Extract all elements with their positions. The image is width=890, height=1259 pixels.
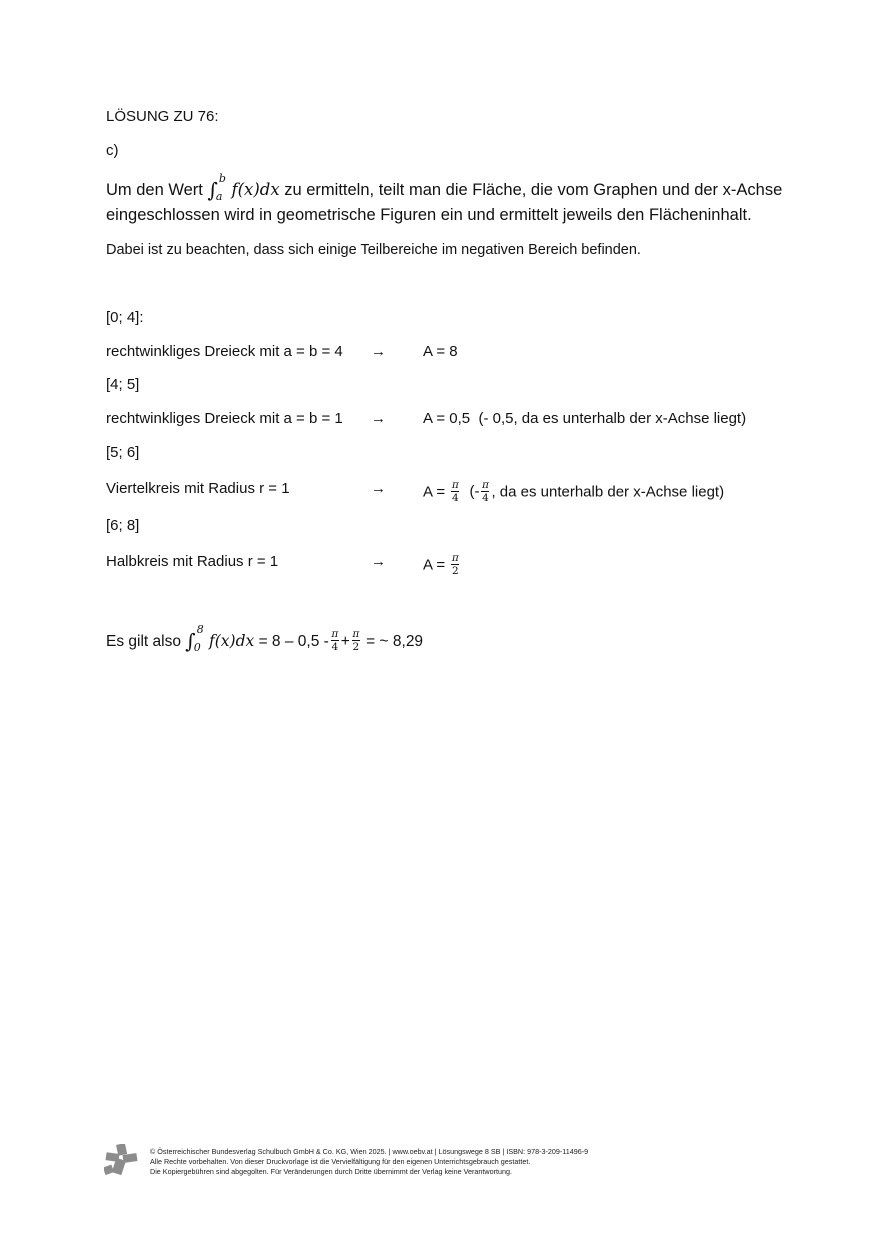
interval-label: [0; 4]: <box>106 309 144 326</box>
footer-copyright: © Österreichischer Bundesverlag Schulbuch GmbH & Co. KG, Wien 2025. | www.oebv.at | Lösungswege 8 SB | ISBN: 978-3-209-11496-9 <box>150 1147 589 1156</box>
integral-limits <box>193 622 205 654</box>
figure-description: rechtwinkliges Dreieck mit a = b = 1 <box>106 410 343 427</box>
area-prefix: A = <box>423 483 446 501</box>
arrow-icon: → <box>371 410 386 427</box>
conclusion-line <box>106 622 424 654</box>
integral-sign: ∫ <box>207 178 218 202</box>
fraction <box>331 628 339 653</box>
integral-sign: ∫ <box>185 629 196 653</box>
solution-heading: LÖSUNG ZU 76: <box>106 108 219 125</box>
area-prefix: A = <box>423 556 446 574</box>
intro-line-2: eingeschlossen wird in geometrische Figuren ein und ermittelt jeweils den Flächeninhalt. <box>106 206 752 224</box>
conclusion-pre: Es gilt also <box>106 633 181 650</box>
part-label: c) <box>106 142 119 159</box>
intro-line-1 <box>106 171 783 203</box>
fraction <box>451 552 459 577</box>
note-text: Dabei ist zu beachten, dass sich einige Teilbereiche im negativen Bereich befinden. <box>106 242 641 258</box>
arrow-icon: → <box>371 343 386 360</box>
arrow-icon: → <box>371 553 386 570</box>
fraction-numerator: π <box>331 628 339 641</box>
plus-sign: + <box>340 633 350 650</box>
fraction-numerator: π <box>451 552 459 564</box>
integral-upper: b <box>218 171 226 185</box>
fraction <box>352 628 360 653</box>
conclusion-result: = ~ 8,29 <box>366 633 424 650</box>
fraction-numerator: π <box>451 479 459 491</box>
fraction <box>481 479 489 504</box>
intro-post: zu ermitteln, teilt man die Fläche, die vom Graphen und der x-Achse <box>284 181 783 199</box>
fraction-denominator: 4 <box>451 492 459 504</box>
integral-limits <box>215 171 227 203</box>
area-suffix: , da es unterhalb der x-Achse liegt) <box>491 483 725 501</box>
fraction-denominator: 2 <box>451 565 459 577</box>
arrow-icon: → <box>371 480 386 497</box>
interval-label: [4; 5] <box>106 376 140 393</box>
area-result <box>423 553 461 578</box>
fraction-denominator: 4 <box>331 641 339 654</box>
footer-disclaimer: Die Kopiergebühren sind abgegolten. Für Veränderungen durch Dritte übernimmt der Verlag keine Verantwortung. <box>150 1167 512 1176</box>
publisher-logo-icon <box>104 1144 138 1176</box>
conclusion-eq: = 8 – 0,5 - <box>258 633 329 650</box>
fraction-numerator: π <box>352 628 360 641</box>
interval-label: [6; 8] <box>106 517 140 534</box>
integral-lower: 0 <box>193 640 201 654</box>
figure-description: rechtwinkliges Dreieck mit a = b = 4 <box>106 343 343 360</box>
interval-label: [5; 6] <box>106 444 140 461</box>
area-result <box>423 480 724 505</box>
integral-lower: a <box>215 189 223 203</box>
area-result: A = 0,5 (- 0,5, da es unterhalb der x-Achse liegt) <box>423 410 747 427</box>
intro-pre: Um den Wert <box>106 181 203 199</box>
figure-description: Halbkreis mit Radius r = 1 <box>106 553 279 570</box>
footer-rights: Alle Rechte vorbehalten. Von dieser Druckvorlage ist die Vervielfältigung für den eigenen Unterrichtsgebrauch gestattet. <box>150 1157 531 1166</box>
fraction-denominator: 4 <box>482 492 489 504</box>
area-negative-open: (- <box>469 483 480 501</box>
integrand: f(x)dx <box>231 180 280 199</box>
figure-description: Viertelkreis mit Radius r = 1 <box>106 480 290 497</box>
integrand: f(x)dx <box>209 632 255 650</box>
fraction <box>451 479 459 504</box>
area-result: A = 8 <box>423 343 458 360</box>
fraction-denominator: 2 <box>352 641 360 654</box>
fraction-numerator: π <box>482 479 489 491</box>
integral-upper: 8 <box>196 622 204 636</box>
